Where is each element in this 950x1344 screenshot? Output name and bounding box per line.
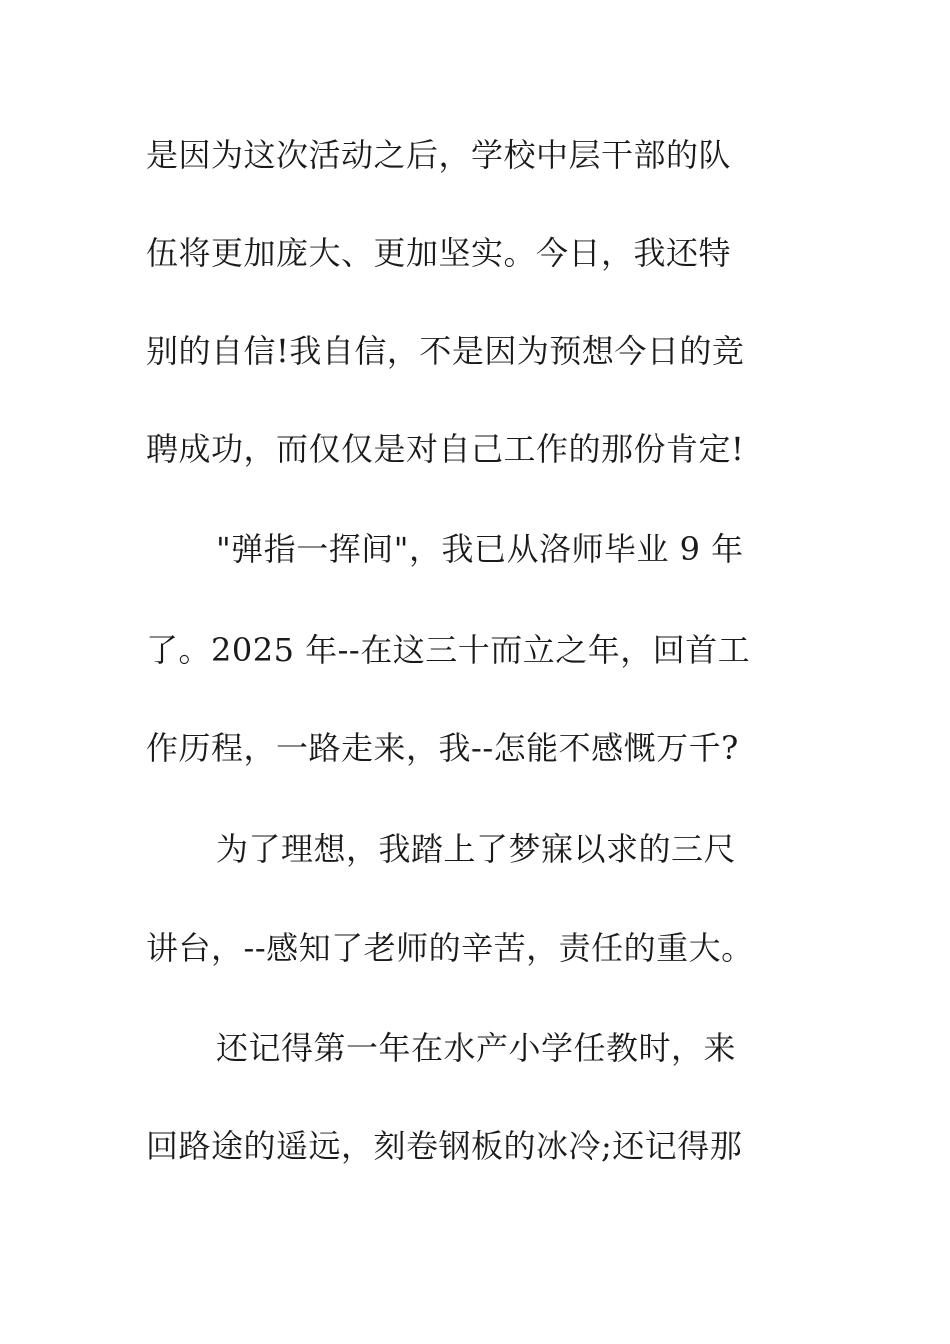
paragraph-start-line: "弹指一挥间"，我已从洛师毕业 9 年 <box>216 530 744 568</box>
text-line: 是因为这次活动之后，学校中层干部的队 <box>146 136 732 174</box>
text-line: 聘成功，而仅仅是对自己工作的那份肯定! <box>146 430 745 468</box>
text-line: 了。2025 年--在这三十而立之年，回首工 <box>146 631 751 669</box>
paragraph-start-line: 还记得第一年在水产小学任教时，来 <box>216 1029 737 1067</box>
text-line: 别的自信!我自信，不是因为预想今日的竞 <box>146 332 745 370</box>
text-line: 伍将更加庞大、更加坚实。今日，我还特 <box>146 234 732 272</box>
paragraph-start-line: 为了理想，我踏上了梦寐以求的三尺 <box>216 830 737 868</box>
text-line: 作历程，一路走来，我--怎能不感慨万千? <box>146 729 739 767</box>
text-line: 讲台，--感知了老师的辛苦，责任的重大。 <box>146 929 754 967</box>
text-line: 回路途的遥远，刻卷钢板的冰冷;还记得那 <box>146 1127 743 1165</box>
